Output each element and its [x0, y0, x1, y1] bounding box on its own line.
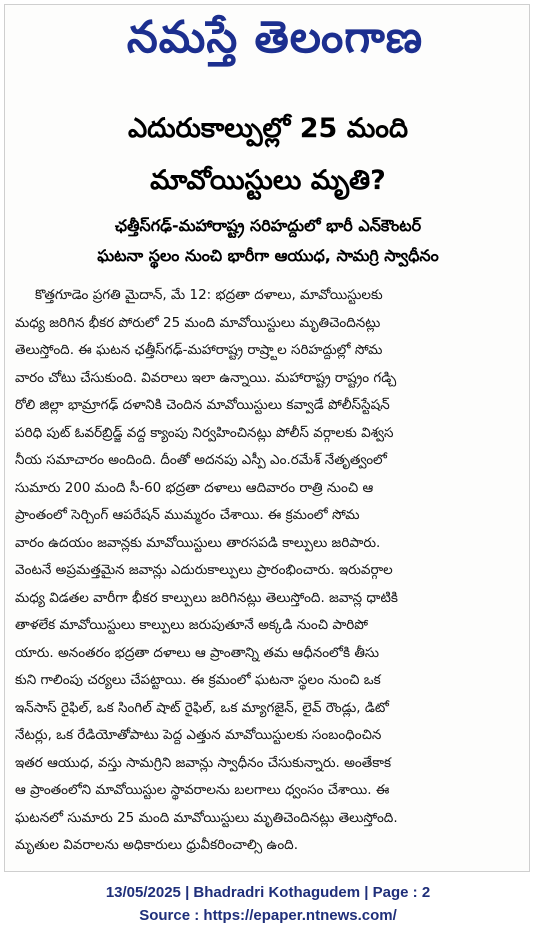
article-line: యారు. అనంతరం భద్రతా దళాలు ఆ ప్రాంతాన్ని తమ ఆధీనంలోకి తీసు: [15, 644, 380, 661]
article-line: సుమారు 200 మంది సీ-60 భద్రతా దళాలు ఆదివారం రాత్రి నుంచి ఆ: [15, 479, 374, 496]
article-line: ఇన్‌సాస్‌ రైఫిల్‌, ఒక సింగిల్‌ షాట్‌ రైఫిల్‌, ఒక మ్యాగజైన్‌, లైవ్‌ రౌండ్లు, డిటో: [15, 699, 389, 716]
article-line: నీయ సమాచారం అందింది. దీంతో అదనపు ఎస్పీ ఎం.రమేశ్‌ నేతృత్వంలో: [15, 452, 387, 468]
article-line: నేటర్లు, ఒక రేడియోతోపాటు పెద్ద ఎత్తున మావోయిస్టులకు సంబంధించిన: [15, 727, 382, 743]
subheadline-line-2: ఘటనా స్థలం నుంచి భారీగా ఆయుధ, సామగ్రి స్వాధీనం: [97, 246, 439, 265]
article-line: మధ్య విడతల వారీగా భీకర కాల్పులు జరిగినట్లు తెలుస్తోంది. జవాన్ల ధాటికి: [15, 589, 398, 606]
article-line: మధ్య జరిగిన భీకర పోరులో 25 మంది మావోయిస్టులు మృతిచెందినట్లు: [15, 314, 381, 331]
headline-line-1: ఎదురుకాల్పుల్లో 25 మంది: [127, 113, 409, 144]
article-line: ప్రాంతంలో సెర్చింగ్‌ ఆపరేషన్‌ ముమ్మరం చేశాయి. ఈ క్రమంలో సోమ: [15, 507, 360, 523]
article-line: కుని గాలింపు చర్యలు చేపట్టాయి. ఈ క్రమంలో ఘటనా స్థలం నుంచి ఒక: [15, 672, 381, 688]
article-line: మృతుల వివరాలను అధికారులు ధ్రువీకరించాల్సి ఉంది.: [15, 837, 298, 853]
article-body: [15, 282, 521, 864]
article-line: వారం ఉదయం జవాన్లకు మావోయిస్టులు తారసపడి కాల్పులు జరిపారు.: [15, 534, 381, 551]
article-line: వారం చోటు చేసుకుంది. వివరాలు ఇలా ఉన్నాయి. మహారాష్ట్ర రాష్ట్రం గడ్చి: [15, 369, 397, 386]
article-line: పరిధి పుట్‌ ఓవర్‌బ్రిడ్జ్‌ వద్ద క్యాంపు నిర్వహించినట్లు పోలీస్‌ వర్గాలకు విశ్వస: [15, 424, 394, 441]
headline-line-2: మావోయిస్టులు మృతి?: [150, 165, 386, 196]
footer-date-page: 13/05/2025 | Bhadradri Kothagudem | Page : 2: [105, 884, 431, 901]
article-line: తాళలేక మావోయిస్టులు కాల్పులు జరుపుతూనే అక్కడి నుంచి పారిపో: [15, 617, 369, 633]
masthead-logo: నమస్తే తెలంగాణ: [126, 12, 424, 63]
newspaper-clipping: [4, 4, 530, 872]
footer-source: Source : https://epaper.ntnews.com/: [139, 907, 397, 924]
article-line: రోలి జిల్లా భామ్రాగఢ్‌ దళానికి చెందిన మావోయిస్టులు కవ్వాడే పోలీస్‌స్టేషన్‌: [15, 397, 390, 413]
article-line: కొత్తగూడెం ప్రగతి మైదాన్‌, మే 12: భద్రతా దళాలు, మావోయిస్టులకు: [35, 287, 383, 303]
article-line: ఆ ప్రాంతంలోని మావోయిస్టుల స్థావరాలను బలగాలు ధ్వంసం చేశాయి. ఈ: [15, 782, 390, 798]
article-line: తెలుస్తోంది. ఈ ఘటన ఛత్తీస్‌గఢ్‌-మహారాష్ట్ర రాష్ర్టాల సరిహద్దుల్లో సోమ: [15, 342, 383, 358]
article-line: ఇతర ఆయుధ, వస్తు సామగ్రిని జవాన్లు స్వాధీనం చేసుకున్నారు. అంతేకాక: [15, 754, 392, 771]
subheadline-line-1: ఛత్తీస్‌గఢ్‌-మహారాష్ట్ర సరిహద్దులో భారీ ఎన్‌కౌంటర్: [114, 216, 422, 235]
article-line: ఘటనలో సుమారు 25 మంది మావోయిస్టులు మృతిచెందినట్లు తెలుస్తోంది.: [15, 809, 398, 826]
article-line: వెంటనే అప్రమత్తమైన జవాన్లు ఎదురుకాల్పులు ప్రారంభించారు. ఇరువర్గాల: [15, 562, 393, 578]
